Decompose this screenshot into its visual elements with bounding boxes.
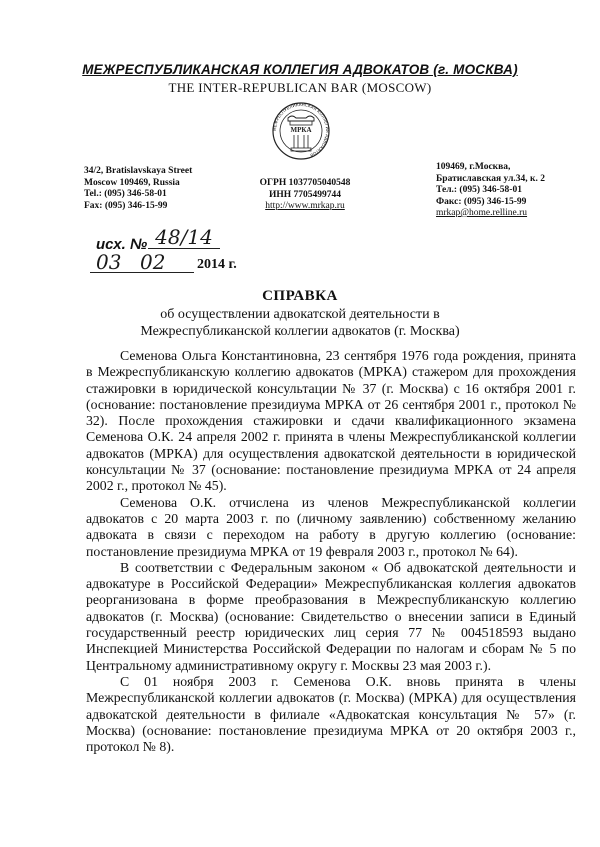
phone: Тел.: (095) 346-58-01 xyxy=(436,185,522,195)
date-day: 03 xyxy=(96,250,122,274)
date-year: 2014 г. xyxy=(197,257,237,272)
address-line: Братиславская ул.34, к. 2 xyxy=(436,173,546,184)
phone: Tel.: (095) 346-58-01 xyxy=(84,189,167,199)
paragraph: Семенова О.К. отчислена из членов Межреспубликанской коллегии адвокатов с 20 марта 2003 г. по (личному заявлению) собственному желанию адвоката в связи с переходом на работу в другую коллегию (основание: постановление президиума МРКА от 19 февраля 2003 г., протокол № 64). xyxy=(86,494,576,559)
organization-title-english: THE INTER-REPUBLICAN BAR (MOSCOW) xyxy=(168,80,432,95)
paragraph: Семенова Ольга Константиновна, 23 сентября 1976 года рождения, принята в Межреспубликанскую коллегию адвокатов (МРКА) стажером для прохождения стажировки в юридической консультации № 37 (г. Москва) с 16 октября 2001 г. (основание: постановление президиума МРКА от 26 сентября 2001 г., протокол № 32). После прохождения стажировки и сдачи квалификационного экзамена Семенова О.К. 24 апреля 2002 г. принята в члены Межреспубликанской коллегии адвокатов (МРКА) для осуществления адвокатской деятельности в юридической консультации № 37 (основание: постановление президиума МРКА от 24 апреля 2002 г., протокол № 45). xyxy=(86,348,576,494)
address-russian xyxy=(436,162,576,220)
subtitle-line: об осуществлении адвокатской деятельности в xyxy=(160,307,440,322)
logo-ring-text: МЕЖРЕСПУБЛИКАНСКАЯ КОЛЛЕГИЯ АДВОКАТОВ xyxy=(272,101,330,159)
document-body xyxy=(86,348,576,755)
website-link[interactable]: http://www.mrkap.ru xyxy=(265,201,345,211)
fax: Факс: (095) 346-15-99 xyxy=(436,196,527,207)
email-link[interactable]: mrkap@home.relline.ru xyxy=(436,208,528,218)
address-line: Moscow 109469, Russia xyxy=(84,177,180,188)
fax: Fax: (095) 346-15-99 xyxy=(84,200,168,211)
reference-number: 48/14 xyxy=(148,226,220,249)
address-line: 34/2, Bratislavskaya Street xyxy=(84,166,193,176)
date-month: 02 xyxy=(140,250,166,274)
logo-text: МРКА xyxy=(290,126,312,134)
document-title: СПРАВКА xyxy=(262,288,338,304)
address-english xyxy=(84,166,234,212)
inn: ИНН 7705499744 xyxy=(268,189,342,200)
paragraph: С 01 ноября 2003 г. Семенова О.К. вновь принята в члены Межреспубликанской коллегии адвокатов (г. Москва) (МРКА) для осуществления адвокатской деятельности в филиале «Адвокатская консультация № 57» (г. Москва) (основание: постановление президиума МРКА от 20 октября 2003 г., протокол № 8). xyxy=(86,673,576,755)
ogrn: ОГРН 1037705040548 xyxy=(259,178,351,188)
paragraph: В соответствии с Федеральным законом « Об адвокатской деятельности и адвокатуре в Российской Федерации» Межреспубликанская коллегия адвокатов реорганизована в форме преобразования в Межреспубликанскую коллегию адвокатов (г. Москва) (основание: Свидетельство о внесении записи в Единый государственный реестр юридических лиц серия 77 № 004518593 выдано Инспекцией Министерства Российской Федерации по налогам и сборам № 5 по Центральному административному округу г. Москвы 23 мая 2003 г.). xyxy=(86,559,576,673)
reference-label: исх. № xyxy=(96,236,148,253)
organization-title: МЕЖРЕСПУБЛИКАНСКАЯ КОЛЛЕГИЯ АДВОКАТОВ (г. МОСКВА) xyxy=(82,62,518,77)
registration-info xyxy=(240,178,370,213)
subtitle-line: Межреспубликанской коллегии адвокатов (г. Москва) xyxy=(140,324,460,339)
address-line: 109469, г.Москва, xyxy=(436,162,511,172)
document-subtitle xyxy=(0,306,600,340)
bar-logo xyxy=(272,100,330,162)
